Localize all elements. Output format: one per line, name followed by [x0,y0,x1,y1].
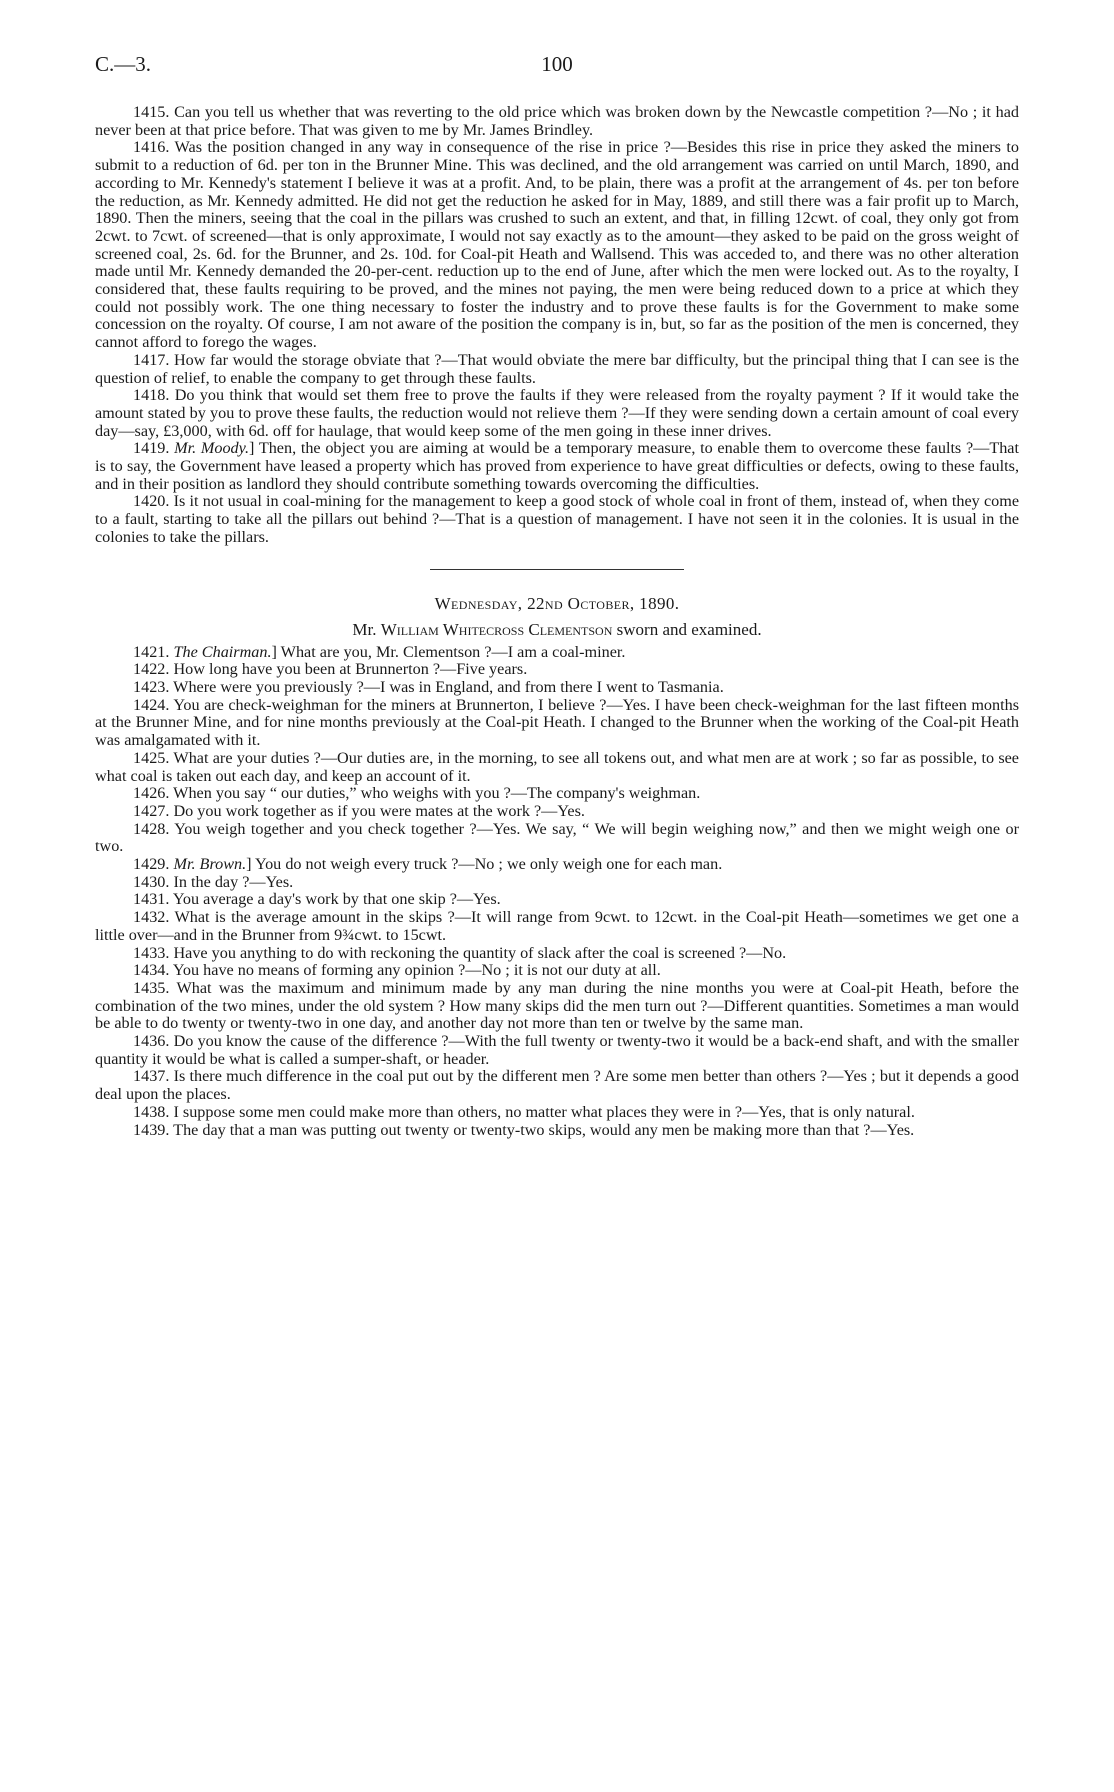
question-1419: 1419. Mr. Moody.] Then, the object you are aiming at would be a temporary measure, to enable them to overcome these faults ?—That is to say, the Government have leased a property which has proved from experience to have great difficulties or defects, owing to these faults, and in their position as landlord they should contribute something towards overcoming the difficulties. [95,439,1019,493]
question-1436: 1436. Do you know the cause of the difference ?—With the full twenty or twenty-two it would be a back-end shaft, and with the smaller quantity it would be what is called a sumper-shaft, or header. [95,1032,1019,1068]
question-number: 1421. [133,642,170,661]
question-1434: 1434. You have no means of forming any opinion ?—No ; it is not our duty at all. [133,961,661,980]
question-1429: 1429. Mr. Brown.] You do not weigh every truck ?—No ; we only weigh one for each man. [133,855,723,874]
question-text: What are you, Mr. Clementson ?—I am a coal-miner. [280,642,626,661]
question-1423: 1423. Where were you previously ?—I was in England, and from there I went to Tasmania. [133,677,724,696]
witness-prefix: Mr. [352,619,377,639]
question-number: 1429. [133,855,170,874]
witness-name: William Whitecross Clementson [380,619,613,639]
speaker-name: Mr. Brown. [173,855,247,874]
session-date-heading: Wednesday, 22nd October, 1890. [434,593,680,613]
question-1420: 1420. Is it not usual in coal-mining for the management to keep a good stock of whole coal in front of them, instead of, when they come to a fault, starting to take all the pillars out behind ?—That is a question of management. I have not seen it in the colonies. It is usual in the colonies to take the pillars. [95,492,1019,546]
question-1435: 1435. What was the maximum and minimum made by any man during the nine months you were at Coal-pit Heath, before the combination of the two mines, under the old system ? How many skips did the men turn out ?—Different quantities. Sometimes a man would be able to do twenty or twenty-two in one day, and another day not more than ten or twelve by the same man. [95,978,1019,1033]
evidence-section-one [95,104,1019,547]
evidence-section-two [95,644,1019,1140]
question-1438: 1438. I suppose some men could make more than others, no matter what places they were in ?—Yes, that is only natural. [133,1102,915,1121]
body-text [95,104,1019,1139]
question-1417: 1417. How far would the storage obviate that ?—That would obviate the mere bar difficulty, but the principal thing that I can see is the question of relief, to enable the company to get through these faults. [95,350,1019,387]
question-text: Then, the object you are aiming at would be a temporary measure, to enable them to overcome these faults ?—That is to say, the Government have leased a property which has proved from experience to have great difficulties or defects, owing to these faults, and in their position as landlord they should contribute something towards overcoming the difficulties. [95,439,1019,493]
question-1421: 1421. The Chairman.] What are you, Mr. Clementson ?—I am a coal-miner. [133,642,626,661]
question-number: 1419. [133,439,170,458]
question-1415: 1415. Can you tell us whether that was reverting to the old price which was broken down by the Newcastle competition ?—No ; it had never been at that price before. That was given to me by Mr. James Brindley. [95,103,1019,139]
question-1430: 1430. In the day ?—Yes. [133,872,294,891]
question-1426: 1426. When you say “ our duties,” who weighs with you ?—The company's weighman. [133,784,701,803]
running-header [95,52,1019,86]
question-1427: 1427. Do you work together as if you were mates at the work ?—Yes. [133,801,585,820]
question-1439: 1439. The day that a man was putting out twenty or twenty-two skips, would any men be making more than that ?—Yes. [133,1120,915,1139]
question-1428: 1428. You weigh together and you check together ?—Yes. We say, “ We will begin weighing now,” and then we might weigh one or two. [95,819,1019,856]
witness-heading [95,620,1019,640]
question-1425: 1425. What are your duties ?—Our duties are, in the morning, to see all tokens out, and what men are at work ; so far as possible, to see what coal is taken out each day, and keep an account of it. [95,748,1019,785]
page-number: 100 [541,52,573,76]
speaker-name: The Chairman. [173,642,272,661]
question-1416: 1416. Was the position changed in any way in consequence of the rise in price ?—Besides this rise in price they asked the miners to submit to a reduction of 6d. per ton in the Brunner Mine. This was declined, and the old arrangement was carried on until March, 1890, and according to Mr. Kennedy's statement I believe it was at a profit. And, to be plain, there was a profit at the arrangement of 4s. per ton before the reduction, as Mr. Kennedy admitted. He did not get the reduction he asked for in May, 1889, and still there was a fair profit up to March, 1890. Then the miners, seeing that the coal in the pillars was crushed to such an extent, and that, in filling 12cwt. of coal, they only got from 2cwt. to 7cwt. of screened—that is only approximate, I would not say exactly as to the amount—they asked to be paid on the gross weight of screened coal, 2s. 6d. for the Brunner, and 2s. 10d. for Coal-pit Heath and Wallsend. This was acceded to, and there was no other alteration made until Mr. Kennedy demanded the 20-per-cent. reduction up to the end of June, after which the men were locked out. As to the royalty, I considered that, these faults requiring to be proved, and the mines not paying, the men were being reduced down to a price at which they could not possibly work. The one thing necessary to foster the industry and to prove these faults is for the Government to make some concession on the royalty. Of course, I am not aware of the position the company is in, but, so far as the position of the men is concerned, they cannot afford to forego the wages. [95,138,1019,352]
question-1437: 1437. Is there much difference in the coal put out by the different men ? Are some men better than others ?—Yes ; but it depends a good deal upon the places. [95,1067,1019,1104]
speaker-name: Mr. Moody. [174,439,249,458]
document-reference: C.—3. [95,52,152,76]
question-1433: 1433. Have you anything to do with reckoning the quantity of slack after the coal is screened ?—No. [133,943,787,962]
question-1418: 1418. Do you think that would set them free to prove the faults if they were released from the royalty payment ? If it would take the amount stated by you to prove these faults, the reduction would not relieve them ?—If they were sending down a certain amount of coal every day—say, £3,000, with 6d. off for haulage, that would keep some of the men going in these inner drives. [95,386,1019,440]
witness-suffix: sworn and examined. [616,619,762,639]
question-1432: 1432. What is the average amount in the skips ?—It will range from 9cwt. to 12cwt. in the Coal-pit Heath—sometimes we get one a little over—and in the Brunner from 9¾cwt. to 15cwt. [95,908,1019,944]
question-1424: 1424. You are check-weighman for the miners at Brunnerton, I believe ?—Yes. I have been check-weighman for the last fifteen months at the Brunner Mine, and for nine months previously at the Coal-pit Heath. I changed to the Brunner when the working of the Coal-pit Heath was amalgamated with it. [95,695,1019,750]
question-1422: 1422. How long have you been at Brunnerton ?—Five years. [133,660,528,679]
question-1431: 1431. You average a day's work by that one skip ?—Yes. [133,890,501,909]
section-divider [430,569,684,570]
question-text: You do not weigh every truck ?—No ; we only weigh one for each man. [255,855,723,874]
